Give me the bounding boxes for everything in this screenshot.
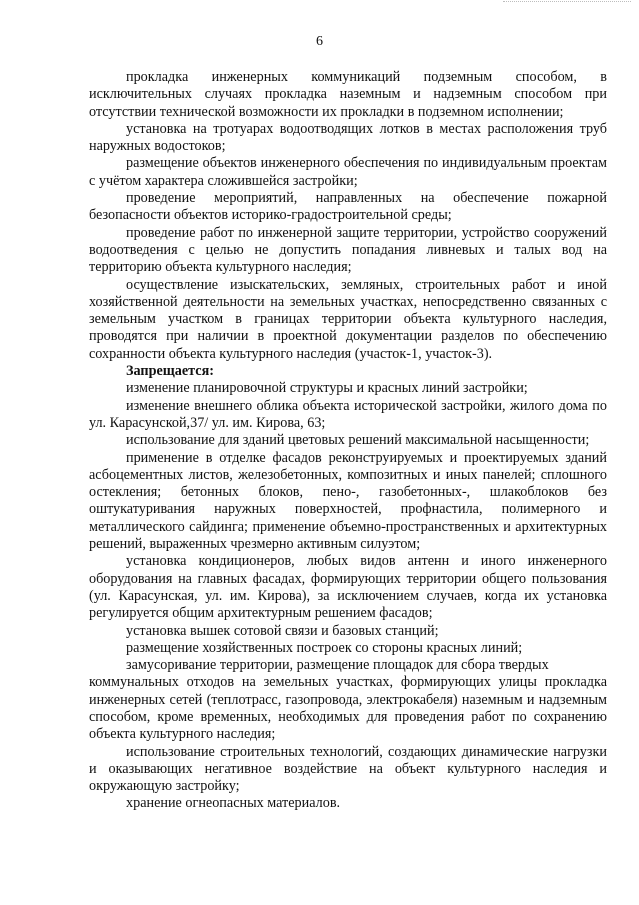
scan-corner-mark (503, 1, 631, 3)
document-body (89, 69, 607, 813)
paragraph-drainage-trays: установка на тротуарах водоотводящих лотков в местах расположения труб наружных водостоков; (89, 120, 607, 155)
paragraph-color-solutions: использование для зданий цветовых решений максимальной насыщенности; (126, 432, 590, 449)
prohibited-heading: Запрещается: (126, 363, 214, 380)
paragraph-underground-utilities: прокладка инженерных коммуникаций подземным способом, в исключительных случаях прокладка наземным и надземным способом при отсутствии технической возможности их прокладки в подземном исполнении; (89, 69, 607, 120)
paragraph-waste-and-networks: коммунальных отходов на земельных участках, формирующих улицы прокладка инженерных сетей (теплотрасс, газопровода, электрокабеля) наземным и надземным способом, кроме временных, необходимых для проведения работ по сохранению объекта культурного наследия; (89, 674, 607, 743)
paragraph-planning-structure: изменение планировочной структуры и красных линий застройки; (126, 380, 528, 397)
paragraph-littering: замусоривание территории, размещение площадок для сбора твердых (126, 657, 549, 674)
paragraph-engineering-objects: размещение объектов инженерного обеспечения по индивидуальным проектам с учётом характера сложившейся застройки; (89, 155, 607, 189)
page-number: 6 (316, 34, 323, 49)
paragraph-air-conditioners: установка кондиционеров, любых видов антенн и иного инженерного оборудования на главных фасадах, формирующих территории общего пользования (ул. Карасунская, ул. им. Кирова), за исключением случаев, когда их установка регулируется общим архитектурным решением фасадов; (89, 553, 607, 622)
paragraph-cell-towers: установка вышек сотовой связи и базовых станций; (126, 622, 439, 639)
paragraph-external-appearance: изменение внешнего облика объекта исторической застройки, жилого дома по ул. Карасунской,37/ ул. им. Кирова, 63; (89, 397, 607, 431)
paragraph-engineering-protection: проведение работ по инженерной защите территории, устройство сооружений водоотведения с целью не допустить попадания ливневых и талых вод на территорию объекта культурного наследия; (89, 224, 607, 276)
paragraph-construction-technologies: использование строительных технологий, создающих динамические нагрузки и оказывающих негативное воздействие на объект культурного наследия и окружающую застройку; (89, 743, 607, 795)
paragraph-flammable-materials: хранение огнеопасных материалов. (126, 795, 341, 812)
paragraph-outbuildings: размещение хозяйственных построек со стороны красных линий; (126, 639, 523, 656)
paragraph-fire-safety: проведение мероприятий, направленных на обеспечение пожарной безопасности объектов историко-градостроительной среды; (89, 190, 607, 224)
paragraph-facade-materials: применение в отделке фасадов реконструируемых и проектируемых зданий асбоцементных листов, железобетонных, композитных и иных панелей; сплошного остекления; бетонных блоков, пено-, газобетонных-, шлакоблоков без оштукатуривания наружных поверхностей, профнастила, полимерного и металлического сайдинга; применение объемно-пространственных и архитектурных решений, выраженных чрезмерно активным силуэтом; (89, 449, 607, 553)
paragraph-survey-works: осуществление изыскательских, земляных, строительных работ и иной хозяйственной деятельности на земельных участках, непосредственно связанных с земельным участком в границах территории объекта культурного наследия, проводятся при наличии в проектной документации разделов по обеспечению сохранности объекта культурного наследия (участок-1, участок-3). (89, 276, 607, 362)
